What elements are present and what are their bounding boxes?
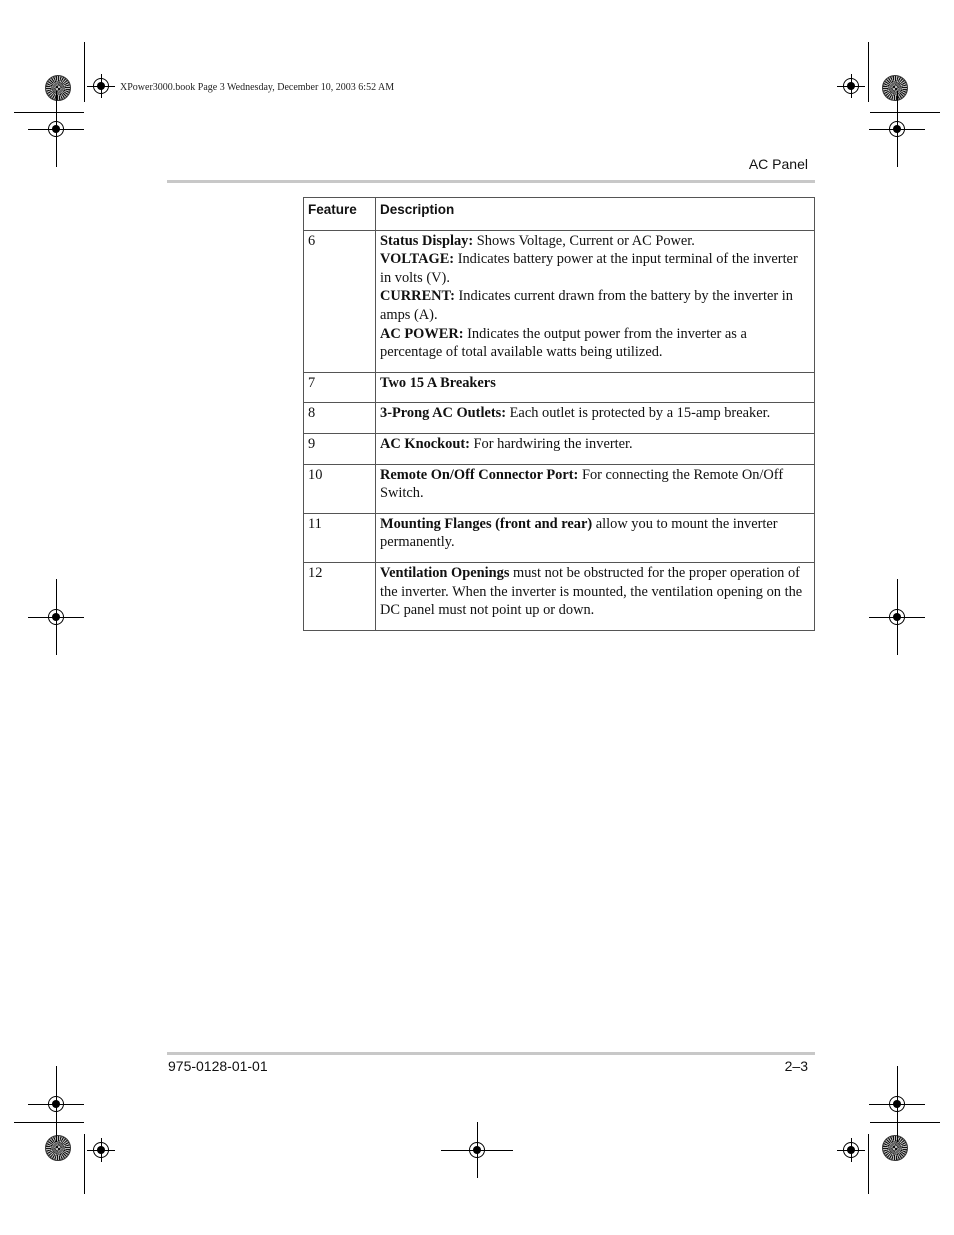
- table-row: [304, 513, 815, 562]
- description-term: AC Knockout:: [380, 435, 470, 452]
- color-target-icon: [882, 1135, 908, 1161]
- table-row: [304, 433, 815, 464]
- feature-number: 12: [304, 562, 376, 630]
- feature-description: [376, 372, 815, 403]
- description-text: For connecting the Remote On/Off Switch.: [380, 466, 784, 502]
- table-row: [304, 372, 815, 403]
- footer-page-number: 2–3: [784, 1058, 808, 1074]
- description-term: AC POWER:: [380, 325, 464, 342]
- description-line: [380, 435, 810, 454]
- description-line: [380, 466, 810, 503]
- feature-number: 6: [304, 230, 376, 372]
- feature-description: [376, 464, 815, 513]
- description-text: For hardwiring the inverter.: [469, 435, 633, 452]
- description-text: Indicates battery power at the input terminal of the inverter in volts (V).: [380, 251, 798, 286]
- description-text: Indicates the output power from the inverter as a percentage of total available watts being utilized.: [380, 325, 747, 361]
- footer-doc-number: 975-0128-01-01: [168, 1058, 268, 1074]
- feature-number: 11: [304, 513, 376, 562]
- print-header: XPower3000.book Page 3 Wednesday, December 10, 2003 6:52 AM: [120, 82, 395, 93]
- header-rule: [167, 180, 815, 183]
- description-line: [380, 287, 810, 324]
- description-line: [380, 250, 810, 287]
- description-text: Shows Voltage, Current or AC Power.: [473, 232, 695, 249]
- feature-description: [376, 433, 815, 464]
- table-row: [304, 464, 815, 513]
- crop-mark: [14, 1122, 84, 1123]
- footer-rule: [167, 1052, 815, 1055]
- crop-mark: [868, 1134, 869, 1194]
- color-target-icon: [882, 75, 908, 101]
- description-term: VOLTAGE:: [380, 251, 455, 268]
- description-line: [380, 404, 810, 423]
- description-text: allow you to mount the inverter permanently.: [380, 515, 778, 551]
- description-term: 3-Prong AC Outlets:: [380, 405, 507, 422]
- description-line: [380, 515, 810, 552]
- table-row: [304, 230, 815, 372]
- description-term: Mounting Flanges (front and rear): [380, 515, 593, 532]
- feature-description: [376, 562, 815, 630]
- crop-mark: [14, 112, 84, 113]
- description-term: Remote On/Off Connector Port:: [380, 466, 579, 483]
- color-target-icon: [45, 1135, 71, 1161]
- table-row: [304, 403, 815, 434]
- table-row: [304, 562, 815, 630]
- description-line: [380, 325, 810, 362]
- description-text: Indicates current drawn from the battery by the inverter in amps (A).: [380, 288, 793, 323]
- column-header-feature: Feature: [304, 198, 376, 231]
- feature-description: [376, 403, 815, 434]
- description-term: CURRENT:: [380, 288, 455, 305]
- color-target-icon: [45, 75, 71, 101]
- description-text: must not be obstructed for the proper operation of the inverter. When the inverter is mounted, the ventilation opening on the DC panel must not point up or down.: [380, 564, 803, 619]
- crop-mark: [870, 1122, 940, 1123]
- feature-table: [303, 197, 815, 631]
- description-term: Two 15 A Breakers: [380, 374, 496, 391]
- feature-number: 9: [304, 433, 376, 464]
- description-text: Each outlet is protected by a 15-amp breaker.: [506, 405, 771, 422]
- feature-number: 10: [304, 464, 376, 513]
- description-term: Ventilation Openings: [380, 564, 510, 581]
- table-header-row: [304, 198, 815, 231]
- crop-mark: [84, 1134, 85, 1194]
- feature-number: 7: [304, 372, 376, 403]
- description-line: [380, 374, 810, 393]
- section-title: AC Panel: [748, 156, 808, 172]
- crop-mark: [84, 42, 85, 102]
- crop-mark: [868, 42, 869, 102]
- feature-number: 8: [304, 403, 376, 434]
- feature-description: [376, 513, 815, 562]
- crop-mark: [870, 112, 940, 113]
- feature-description: [376, 230, 815, 372]
- description-term: Status Display:: [380, 232, 474, 249]
- description-line: [380, 564, 810, 620]
- column-header-description: Description: [376, 198, 815, 231]
- description-line: [380, 232, 810, 251]
